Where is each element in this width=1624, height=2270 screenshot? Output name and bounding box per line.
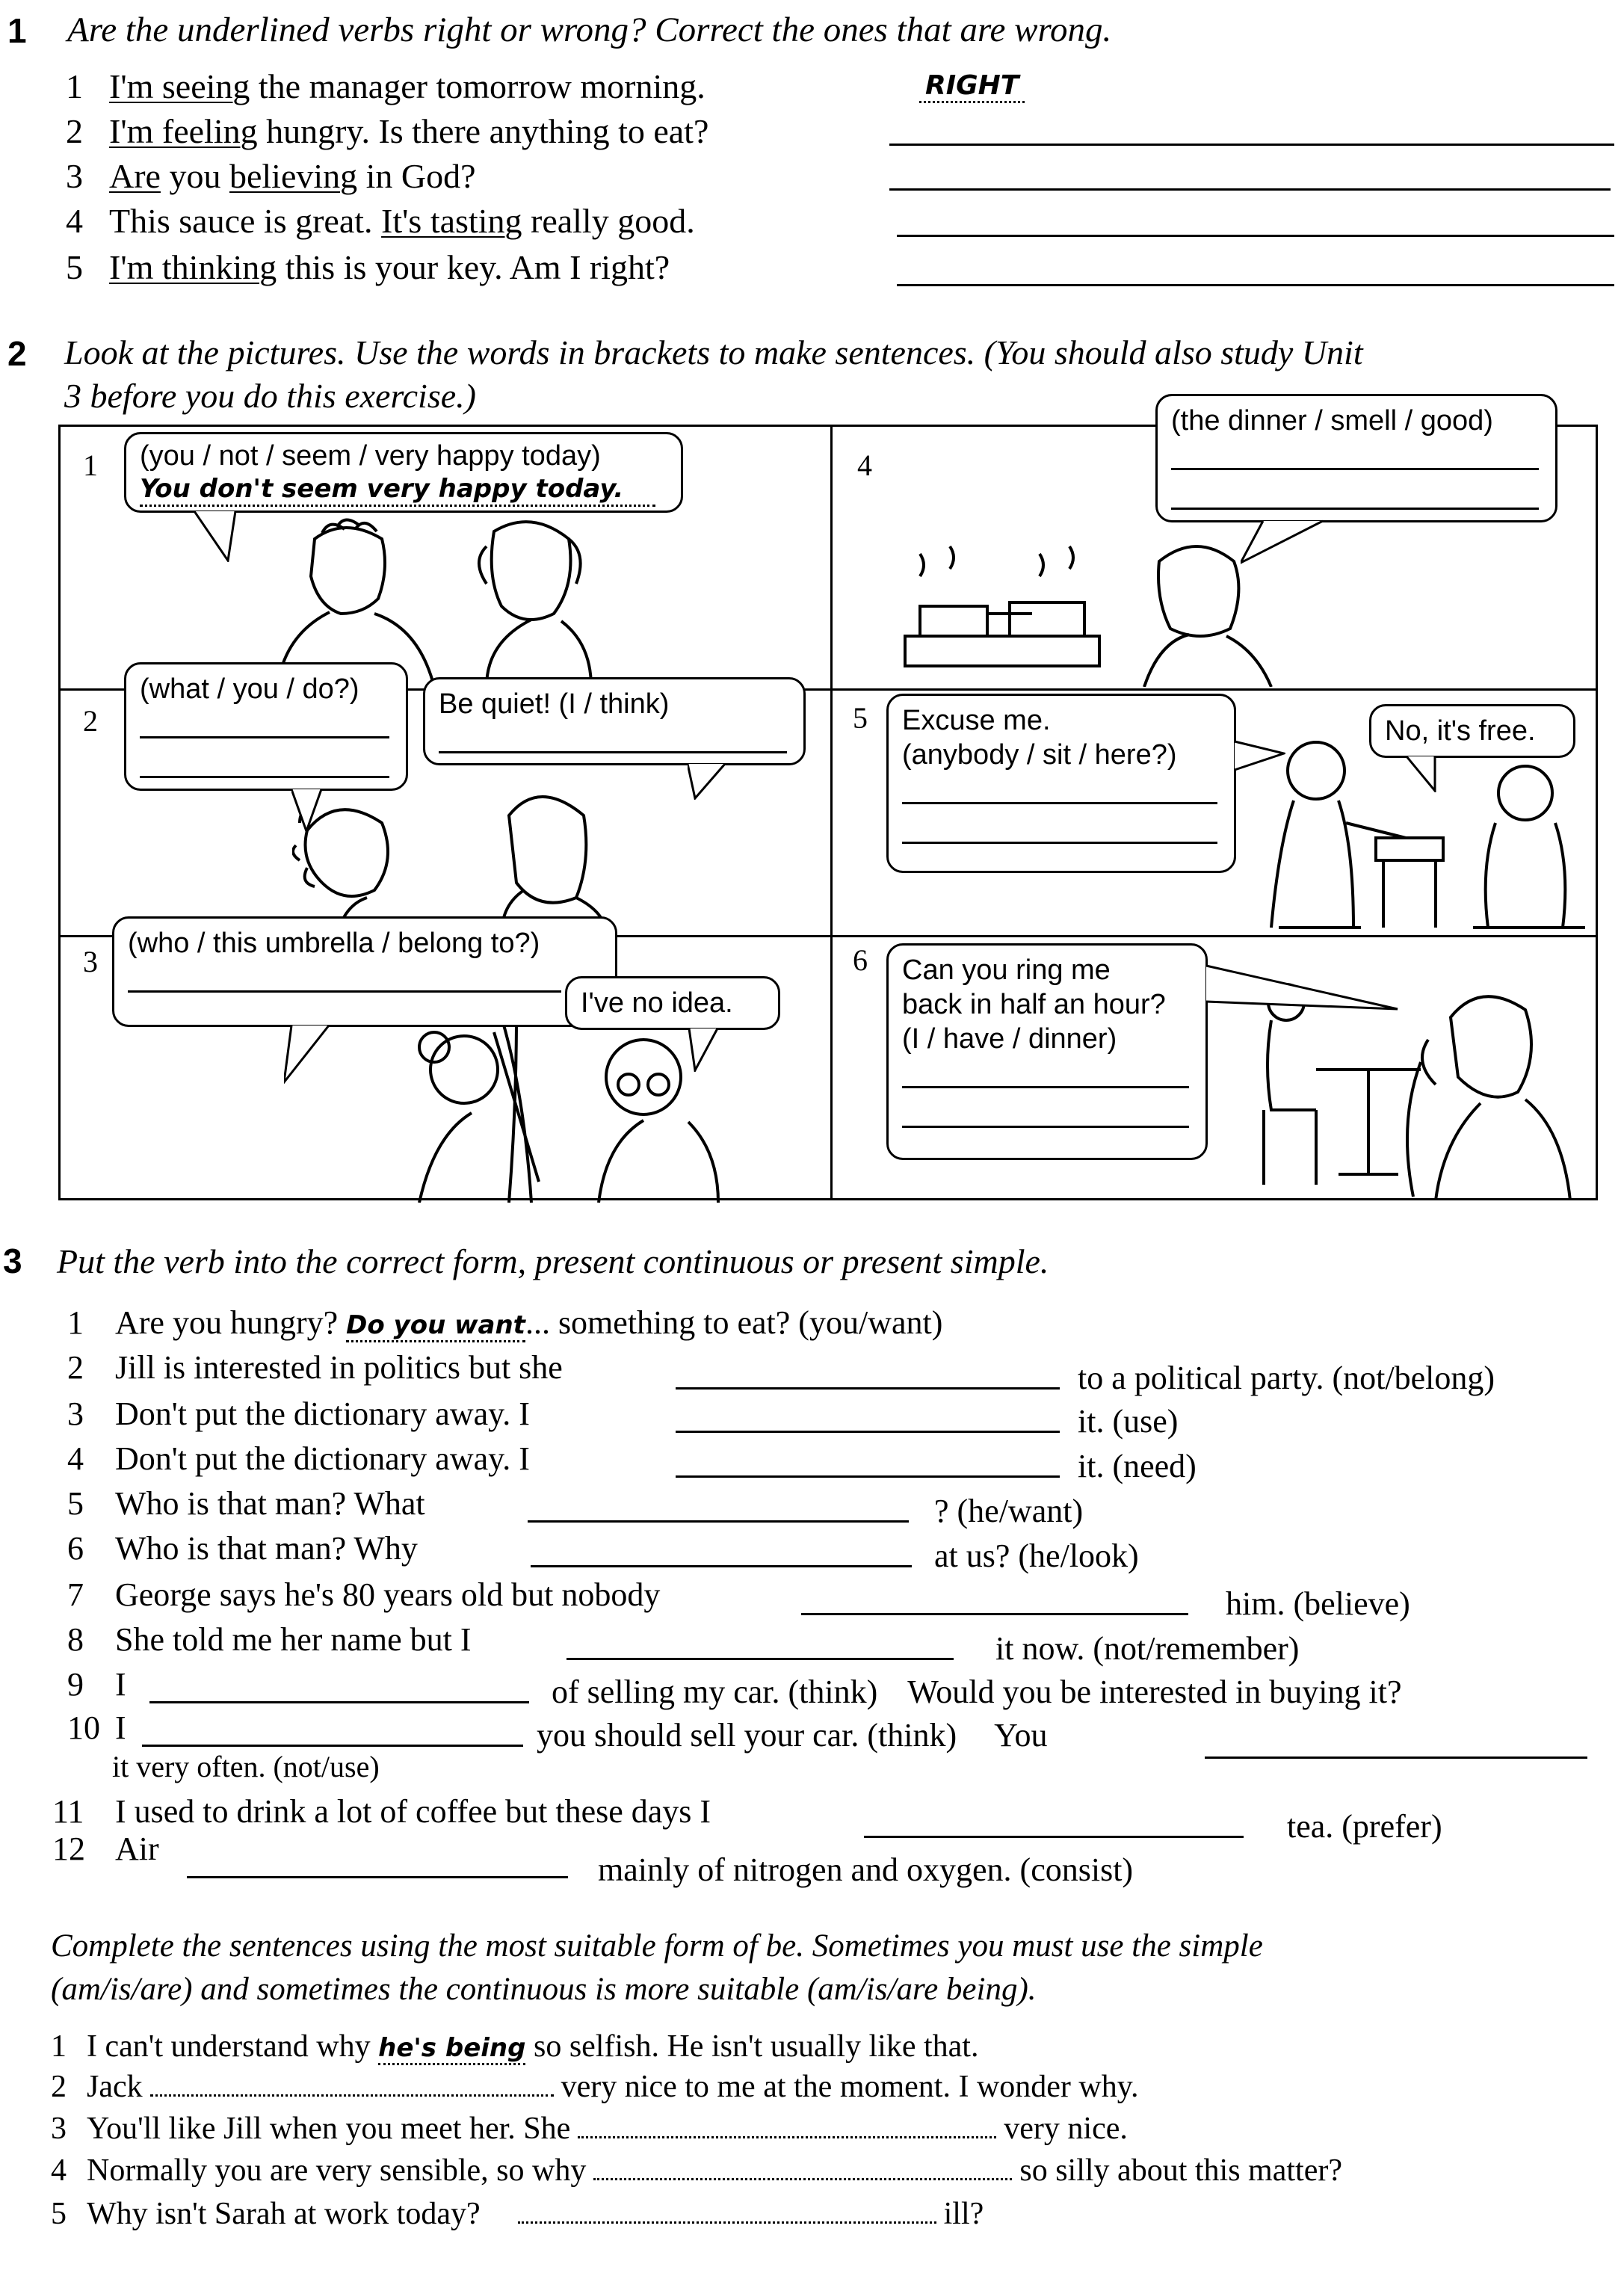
answer-field[interactable]	[676, 1431, 1060, 1433]
picture-panels	[58, 425, 1598, 1200]
answer-field[interactable]	[531, 1565, 912, 1567]
ex3-item-end: of selling my car. (think) Would you be interested in buying it?	[552, 1674, 1402, 1710]
answer-field[interactable]: he's being	[378, 2033, 525, 2065]
speech-bubble	[1155, 394, 1557, 522]
answer-field[interactable]: You don't seem very happy today.	[140, 473, 655, 507]
reply-text: I've no idea.	[581, 987, 733, 1019]
ex3-item-end: it. (need)	[1078, 1448, 1197, 1484]
ex3-item: 1 Are you hungry? Do you want... something to eat? (you/want)	[67, 1304, 943, 1341]
ex3-item-end: you should sell your car. (think) You	[537, 1717, 1048, 1754]
answer-field[interactable]	[897, 284, 1614, 286]
answer-field[interactable]	[140, 746, 389, 778]
ex1-item: 1 I'm seeing the manager tomorrow morning.	[66, 67, 706, 105]
ex3-item-end: tea. (prefer)	[1287, 1808, 1442, 1845]
ex3-item-end: it now. (not/remember)	[995, 1630, 1300, 1667]
ex3-item: 10 I	[67, 1709, 126, 1746]
answer-field[interactable]	[439, 721, 787, 753]
panel-number: 4	[857, 448, 872, 482]
ex4-item: 4 Normally you are very sensible, so why so silly about this matter?	[51, 2153, 1342, 2188]
exercise-instruction: (am/is/are) and sometimes the continuous is more suitable (am/is/are being).	[51, 1972, 1037, 2007]
answer-field[interactable]: Do you want	[346, 1310, 525, 1342]
answer-field[interactable]	[889, 144, 1614, 146]
answer-field[interactable]	[528, 1520, 909, 1523]
bubble-prompt: (what / you / do?)	[140, 673, 359, 705]
speech-bubble	[124, 662, 408, 791]
answer-field[interactable]: RIGHT	[919, 70, 1025, 103]
ex4-item: 3 You'll like Jill when you meet her. She very nice.	[51, 2112, 1128, 2146]
speech-bubble	[423, 677, 806, 765]
answer-field[interactable]	[902, 1056, 1189, 1088]
bubble-tail	[1205, 964, 1399, 1024]
answer-field[interactable]	[150, 2094, 554, 2097]
bubble-tail	[1405, 755, 1442, 792]
bubble-tail	[194, 510, 239, 562]
bubble-prompt: Excuse me.	[902, 705, 1051, 736]
ex3-item: 8 She told me her name but I	[67, 1621, 472, 1658]
bubble-prompt: (anybody / sit / here?)	[902, 739, 1177, 771]
answer-field[interactable]	[518, 2221, 936, 2224]
answer-field[interactable]	[902, 812, 1217, 844]
ex1-item: 2 I'm feeling hungry. Is there anything to eat?	[66, 112, 709, 150]
exercise-instruction: Are the underlined verbs right or wrong? Correct the ones that are wrong.	[67, 10, 1112, 49]
ex4-item: 2 Jack very nice to me at the moment. I wonder why.	[51, 2070, 1139, 2104]
answer-field[interactable]	[864, 1836, 1244, 1838]
speech-bubble	[112, 916, 617, 1027]
bubble-tail	[1233, 740, 1285, 777]
ex3-item: 9 I	[67, 1666, 126, 1703]
ex3-item: 4 Don't put the dictionary away. I	[67, 1440, 530, 1477]
bubble-prompt: back in half an hour?	[902, 989, 1166, 1020]
exercise-number: 1	[7, 11, 27, 50]
exercise-instruction: 3 before you do this exercise.)	[64, 377, 476, 415]
ex3-item: 2 Jill is interested in politics but she	[67, 1349, 563, 1386]
two-people-illustration	[262, 516, 621, 687]
ex1-item: 3 Are you believing in God?	[66, 157, 476, 195]
reply-text: No, it's free.	[1385, 715, 1536, 747]
exercise-number: 3	[3, 1242, 22, 1280]
answer-field[interactable]	[128, 960, 561, 993]
exercise-instruction: Put the verb into the correct form, present continuous or present simple.	[57, 1242, 1049, 1280]
answer-field[interactable]	[1171, 438, 1539, 470]
divider	[830, 427, 833, 1198]
speech-bubble	[886, 694, 1236, 873]
ex3-item: 3 Don't put the dictionary away. I	[67, 1395, 530, 1432]
ex1-item: 4 This sauce is great. It's tasting really good.	[66, 202, 695, 240]
bubble-tail	[688, 1027, 725, 1072]
ex3-item-end: to a political party. (not/belong)	[1078, 1360, 1495, 1396]
answer-field[interactable]	[676, 1387, 1060, 1390]
speech-bubble	[1369, 704, 1575, 758]
panel-number: 6	[853, 943, 868, 977]
answer-field[interactable]	[149, 1701, 529, 1703]
ex3-item-cont: it very often. (not/use)	[112, 1750, 380, 1783]
answer-field[interactable]	[1205, 1757, 1587, 1759]
answer-field[interactable]	[897, 235, 1614, 237]
bubble-prompt: Can you ring me	[902, 954, 1111, 986]
ex3-item-end: at us? (he/look)	[934, 1538, 1139, 1574]
ex3-item-end: mainly of nitrogen and oxygen. (consist)	[598, 1851, 1134, 1888]
bubble-tail	[284, 1024, 336, 1084]
bubble-prompt: (who / this umbrella / belong to?)	[128, 928, 540, 959]
ex3-item: 11 I used to drink a lot of coffee but these days I	[52, 1793, 711, 1830]
answer-field[interactable]	[889, 188, 1611, 191]
panel-number: 5	[853, 701, 868, 735]
ex1-item: 5 I'm thinking this is your key. Am I right?	[66, 248, 670, 286]
answer-field[interactable]	[676, 1475, 1060, 1478]
answer-field[interactable]	[187, 1876, 568, 1878]
ex3-item: 12 Air	[52, 1831, 159, 1867]
answer-field[interactable]	[902, 772, 1217, 804]
ex3-item: 6 Who is that man? Why	[67, 1530, 418, 1567]
answer-field[interactable]	[801, 1613, 1188, 1615]
ex3-item-end: him. (believe)	[1226, 1585, 1410, 1622]
bubble-tail	[1241, 519, 1330, 564]
ex3-item: 7 George says he's 80 years old but nobody	[67, 1576, 661, 1613]
answer-field[interactable]	[566, 1658, 954, 1660]
exercise-instruction: Complete the sentences using the most suitable form of be. Sometimes you must use the simple	[51, 1928, 1263, 1964]
answer-field[interactable]	[593, 2178, 1012, 2180]
speech-bubble	[886, 943, 1208, 1160]
bubble-tail	[291, 788, 329, 833]
ex4-item: 1 I can't understand why he's being so selfish. He isn't usually like that.	[51, 2029, 979, 2064]
answer-field[interactable]	[902, 1096, 1189, 1128]
panel-number: 2	[83, 704, 98, 738]
ex3-item-end: it. (use)	[1078, 1403, 1179, 1440]
two-women-illustration	[292, 778, 681, 935]
ex3-item-end: ? (he/want)	[934, 1493, 1084, 1529]
exercise-instruction: Look at the pictures. Use the words in brackets to make sentences. (You should also study Unit	[64, 333, 1363, 371]
panel-number: 1	[83, 448, 98, 482]
speech-bubble	[124, 432, 683, 513]
bubble-tail	[688, 762, 732, 800]
bubble-prompt: (you / not / seem / very happy today)	[140, 440, 601, 472]
bubble-prompt: (the dinner / smell / good)	[1171, 405, 1493, 437]
answer-field[interactable]	[140, 706, 389, 738]
ex4-item: 5 Why isn't Sarah at work today? ill?	[51, 2197, 984, 2231]
bubble-prompt: (I / have / dinner)	[902, 1023, 1117, 1055]
bubble-prompt: Be quiet! (I / think)	[439, 688, 670, 720]
panel-number: 3	[83, 945, 98, 978]
exercise-number: 2	[7, 334, 27, 373]
speech-bubble	[565, 976, 780, 1030]
answer-field[interactable]	[1171, 478, 1539, 510]
ex3-item: 5 Who is that man? What	[67, 1485, 425, 1522]
answer-field[interactable]	[578, 2136, 996, 2138]
